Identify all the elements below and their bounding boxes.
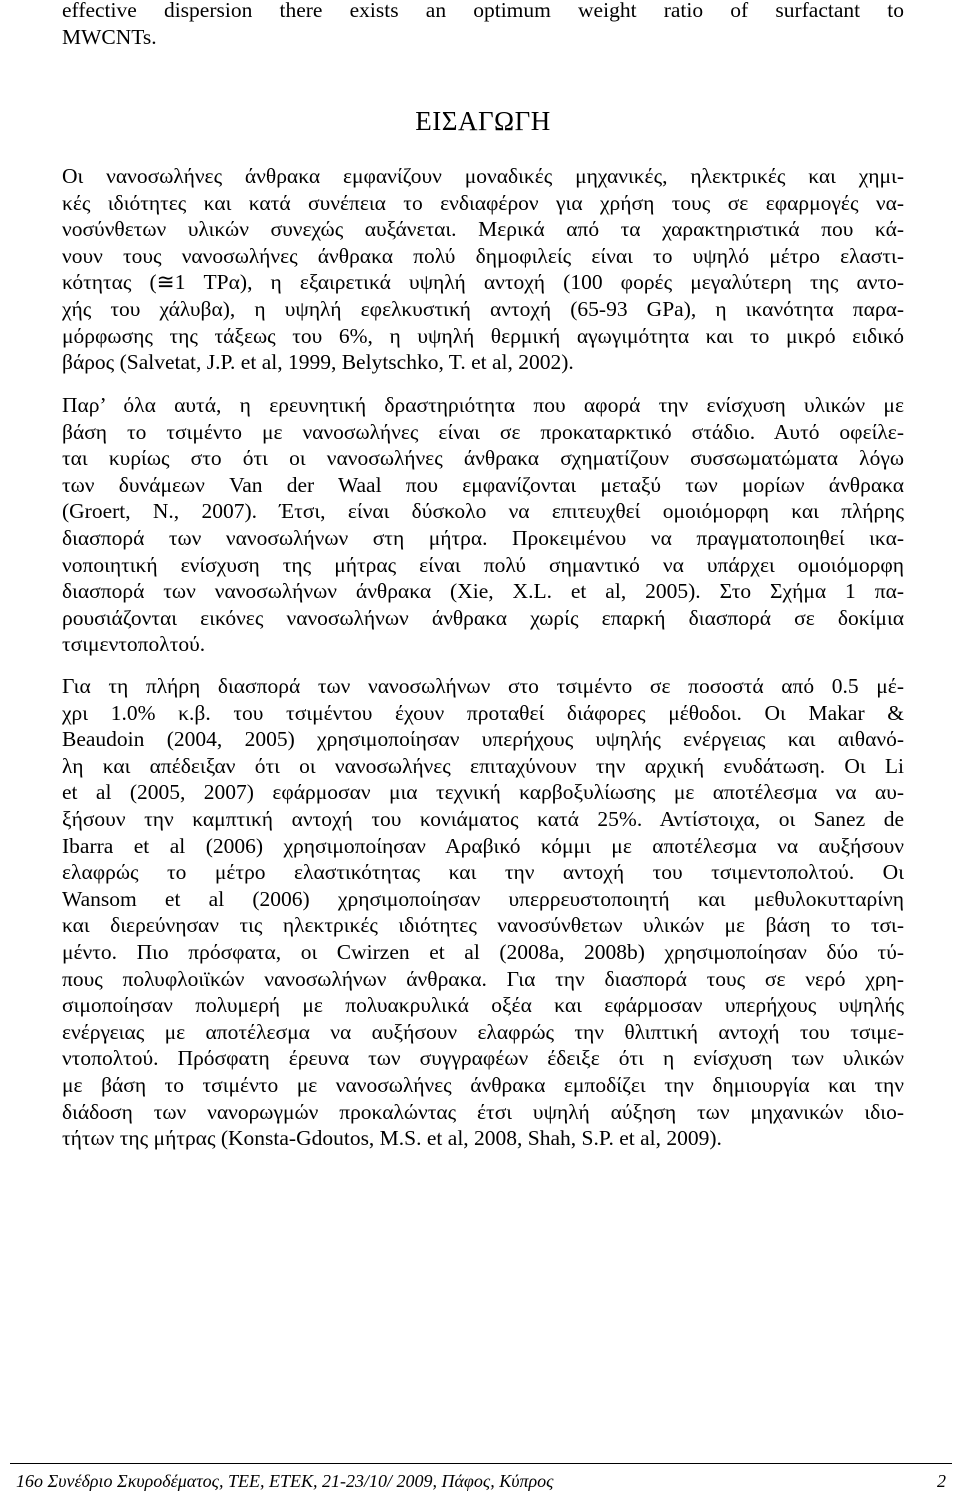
text-line: μόρφωσης της τάξεως του 6%, η υψηλή θερμική αγωγιμότητα και το μικρό ειδικό [62,323,904,348]
text-line: MWCNTs. [62,24,157,49]
text-line: νοσύνθετων υλικών συνεχώς αυξάνεται. Μερικά από τα χαρακτηριστικά που κά- [62,217,904,242]
text-line: ρουσιάζονται εικόνες νανοσωλήνων άνθρακα χωρίς επαρκή διασπορά σε δοκίμια [62,605,904,630]
text-line: ενέργειας με αποτέλεσμα να αυξήσουν ελαφρώς την θλιπτική αντοχή του τσιμε- [62,1019,904,1044]
footer-divider [10,1463,952,1464]
text-line: πους πολυφλοιϊκών νανοσωλήνων άνθρακα. Για την διασπορά τους σε νερό χρη- [62,966,904,991]
text-line: (Groert, N., 2007). Έτσι, είναι δύσκολο να επιτευχθεί ομοιόμορφη και πλήρης [62,499,904,524]
text-line: Beaudoin (2004, 2005) χρησιμοποίησαν υπερήχους υψηλής ενέργειας και αιθανό- [62,727,904,752]
text-line: διασπορά των νανοσωλήνων άνθρακα (Xie, X.L. et al, 2005). Στο Σχήμα 1 πα- [62,579,904,604]
text-line: μέντο. Πιο πρόσφατα, οι Cwirzen et al (2008a, 2008b) χρησιμοποίησαν δύο τύ- [62,939,904,964]
text-line: τσιμεντοπολτού. [62,632,206,657]
text-line: et al (2005, 2007) εφάρμοσαν μια τεχνική καρβοξυλίωσης με αποτέλεσμα να αυ- [62,780,904,805]
text-line: Παρ’ όλα αυτά, η ερευνητική δραστηριότητα που αφορά την ενίσχυση υλικών με [62,393,904,417]
paragraph-1 [62,163,904,376]
text-line: Οι νανοσωλήνες άνθρακα εμφανίζουν μοναδικές μηχανικές, ηλεκτρικές και χημι- [62,164,904,188]
text-line: ελαφρώς το μέτρο ελαστικότητας και την αντοχή του τσιμεντοπολτού. Οι [62,860,904,885]
text-line: διάδοση των νανορωγμών προκαλώντας έτσι υψηλή αύξηση των μηχανικών ιδιο- [62,1099,904,1124]
text-line: σιμοποίησαν πολυμερή με πολυακρυλικά οξέα και εφάρμοσαν υπερήχους υψηλής [62,993,904,1018]
page-number: 2 [937,1471,946,1491]
text-line: ξήσουν την καμπτική αντοχή του κονιάματος κατά 25%. Αντίστοιχα, οι Sanez de [62,806,904,831]
section-heading: ΕΙΣΑΓΩΓΗ [415,106,551,136]
text-line: effective dispersion there exists an optimum weight ratio of surfactant to [62,0,904,22]
text-line: Wansom et al (2006) χρησιμοποίησαν υπερρευστοποιητή και μεθυλοκυτταρίνη [62,886,904,911]
text-line: νοποιητική ενίσχυση της μήτρας είναι πολύ σημαντικό να υπάρχει ομοιόμορφη [62,552,904,577]
text-line: Για τη πλήρη διασπορά των νανοσωλήνων στο τσιμέντο σε ποσοστά από 0.5 μέ- [62,674,904,698]
text-line: με βάση το τσιμέντο με νανοσωλήνες άνθρακα εμποδίζει την δημιουργία και την [62,1072,904,1097]
intro-paragraph [62,0,904,50]
text-line: κές ιδιότητες και κατά συνέπεια το ενδιαφέρον για χρήση τους σε εφαρμογές να- [62,190,904,215]
text-line: βάση το τσιμέντο με νανοσωλήνες είναι σε προκαταρκτικό στάδιο. Αυτό οφείλε- [62,419,904,444]
footer-conference: 16ο Συνέδριο Σκυροδέματος, ΤΕΕ, ΕΤΕΚ, 21-23/10/ 2009, Πάφος, Κύπρος [16,1471,554,1491]
paragraph-3 [62,673,904,1152]
text-line: νουν τους νανοσωλήνες άνθρακα πολύ δημοφιλείς είναι το υψηλό μέτρο ελαστι- [62,243,904,268]
text-line: κότητας (≅1 TPα), η εξαιρετικά υψηλή αντοχή (100 φορές μεγαλύτερη της αντο- [62,270,904,295]
text-line: χής του χάλυβα), η υψηλή εφελκυστική αντοχή (65-93 GPa), η ικανότητα παρα- [62,296,904,321]
text-line: βάρος (Salvetat, J.P. et al, 1999, Belytschko, T. et al, 2002). [62,350,574,375]
text-line: ται κυρίως στο ότι οι νανοσωλήνες άνθρακα σχηματίζουν συσσωματώματα λόγω [62,446,904,471]
text-line: χρι 1.0% κ.β. του τσιμέντου έχουν προταθεί διάφορες μέθοδοι. Οι Makar & [62,700,904,725]
text-line: των δυνάμεων Van der Waal που εμφανίζονται μεταξύ των μορίων άνθρακα [62,472,904,497]
text-line: και διερεύνησαν τις ηλεκτρικές ιδιότητες νανοσύνθετων υλικών με βάση το τσι- [62,913,904,938]
text-line: λη και απέδειξαν ότι οι νανοσωλήνες επιταχύνουν την αρχική ενυδάτωση. Οι Li [62,753,904,778]
text-line: Ibarra et al (2006) χρησιμοποίησαν Αραβικό κόμμι με αποτέλεσμα να αυξήσουν [62,833,904,858]
text-line: ντοπολτού. Πρόσφατη έρευνα των συγγραφέων έδειξε ότι η ενίσχυση των υλικών [62,1046,904,1071]
text-line: τήτων της μήτρας (Konsta-Gdoutos, M.S. et al, 2008, Shah, S.P. et al, 2009). [62,1126,722,1151]
paragraph-2 [62,392,904,658]
text-line: διασπορά των νανοσωλήνων στη μήτρα. Προκειμένου να πραγματοποιηθεί ικα- [62,525,904,550]
